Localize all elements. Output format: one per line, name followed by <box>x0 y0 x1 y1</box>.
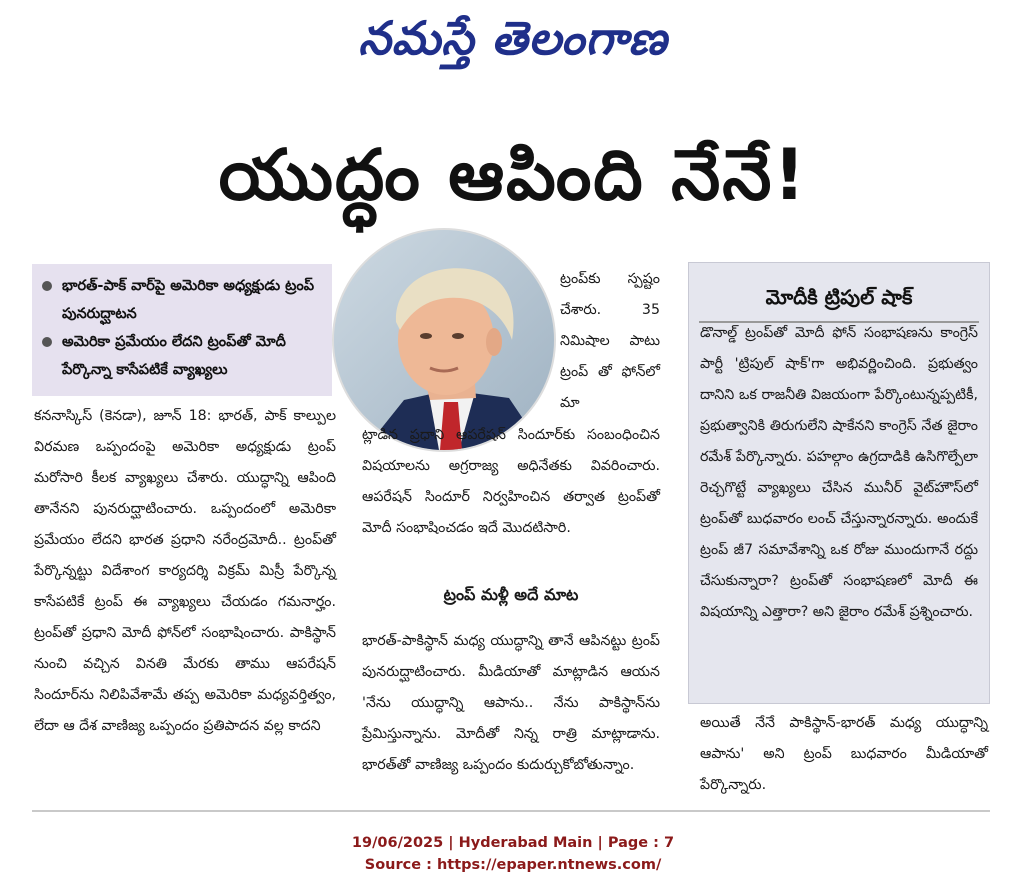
highlight-text: అమెరికా ప్రమేయం లేదని ట్రంప్‌తో మోదీ పేర్కొన్నా కాసేపటికే వ్యాఖ్యలు <box>62 334 286 378</box>
article-column-1 <box>34 401 336 742</box>
highlight-item <box>40 328 324 384</box>
article-paragraph: ట్లాడిన ప్రధాని ఆపరేషన్ సిందూర్‌కు సంబంధించిన విషయాలను అగ్రరాజ్య అధినేతకు వివరించారు. ఆపరేషన్ సిందూర్ నిర్వహించిన తర్వాత ట్రంప్‌తో మోదీ సంభాషించడం ఇదే మొదటిసారి. <box>362 427 660 536</box>
article-paragraph: భారత్-పాకిస్థాన్ మధ్య యుద్ధాన్ని తానే ఆపినట్టు ట్రంప్ పునరుద్ఘాటించారు. మీడియాతో మాట్లాడిన ఆయన 'నేను యుద్ధాన్ని ఆపాను.. నేను పాకిస్థాన్‌ను ప్రేమిస్తున్నాను. మోదీతో నిన్న రాత్రి మాట్లాడాను. భారత్‌తో వాణిజ్య ఒప్పందం కుదుర్చుకోబోతున్నాం. <box>362 633 660 773</box>
headline: యుద్ధం ఆపింది నేనే! <box>218 134 808 216</box>
sidebar-paragraph: డొనాల్డ్ ట్రంప్‌తో మోదీ ఫోన్ సంభాషణను కాంగ్రెస్ పార్టీ 'ట్రిపుల్ షాక్'గా అభివర్ణించింది. ప్రభుత్వం దానిని ఒక రాజనీతి విజయంగా పేర్కొంటున్నప్పటికీ, ప్రభుత్వానికి తిరుగులేని షాకేనని కాంగ్రెస్ నేత జైరాం రమేశ్ పేర్కొన్నారు. పహల్గాం ఉగ్రదాడికి ఉసిగొల్పేలా రెచ్చగొట్టే వ్యాఖ్యలు చేసిన మునీర్ వైట్‌హౌస్‌లో ట్రంప్‌తో బుధవారం లంచ్ చేస్తున్నారన్నారు. అందుకే ట్రంప్ జీ7 సమావేశాన్ని ఒక రోజు ముందుగానే రద్దు చేసుకున్నారా? ట్రంప్‌తో సంభాషణలో మోదీ ఈ విషయాన్ని ఎత్తారా? అని జైరాం రమేశ్ ప్రశ్నించారు. <box>700 325 978 620</box>
trump-portrait-photo <box>332 228 556 452</box>
highlight-item <box>40 272 324 328</box>
article-paragraph: ట్రంప్‌కు స్పష్టం చేశారు. 35 నిమిషాల పాటు ట్రంప్ తో ఫోన్‌లో మా <box>560 271 660 411</box>
bullet-icon <box>42 337 52 347</box>
article-paragraph: కననాస్కిస్ (కెనడా), జూన్ 18: భారత్, పాక్ కాల్పుల విరమణ ఒప్పందంపై అమెరికా అధ్యక్షుడు ట్రంప్ మరోసారి కీలక వ్యాఖ్యలు చేశారు. యుద్ధాన్ని ఆపింది తానేనని పునరుద్ఘాటించారు. ఒప్పందంలో అమెరికా ప్రమేయం లేదని భారత ప్రధాని నరేంద్రమోదీ.. ట్రంప్‌తో పేర్కొన్నట్టు విదేశాంగ కార్యదర్శి విక్రమ్ మిస్రీ పేర్కొన్న కాసేపటికే ట్రంప్ ఈ వ్యాఖ్యలు చేయడం గమనార్హం. ట్రంప్‌తో ప్రధాని మోదీ ఫోన్‌లో సంభాషించారు. పాకిస్థాన్ నుంచి వచ్చిన వినతి మేరకు తాము ఆపరేషన్ సిందూర్‌ను నిలిపివేశామే తప్ప అమెరికా మధ్యవర్తిత్వం, లేదా ఆ దేశ వాణిజ్య ఒప్పందం ప్రతిపాదన వల్ల కాదని <box>34 408 336 734</box>
sidebar-body <box>700 318 978 628</box>
edition-info: 19/06/2025 | Hyderabad Main | Page : 7 <box>351 835 675 851</box>
article-column-2 <box>362 420 660 544</box>
source-link[interactable]: Source : https://epaper.ntnews.com/ <box>364 857 662 873</box>
highlights-box <box>32 264 332 396</box>
article-column-3 <box>700 708 988 801</box>
subheading: ట్రంప్ మళ్లీ అదే మాట <box>443 585 579 604</box>
bullet-icon <box>42 281 52 291</box>
article-paragraph: అయితే నేనే పాకిస్థాన్-భారత్ మధ్య యుద్ధాన్ని ఆపాను' అని ట్రంప్ బుధవారం మీడియాతో పేర్కొన్నారు. <box>700 715 988 793</box>
article-column-2-bottom <box>362 626 660 781</box>
sidebar-title: మోదీకి ట్రిపుల్ షాక్ <box>765 285 913 309</box>
highlight-text: భారత్-పాక్ వార్‌పై అమెరికా అధ్యక్షుడు ట్రంప్ పునరుద్ఘాటన <box>62 278 315 322</box>
portrait-illustration <box>334 230 554 450</box>
article-column-2-top <box>560 264 660 419</box>
divider <box>32 810 990 812</box>
masthead-logo: నమస్తే తెలంగాణ <box>358 11 668 65</box>
